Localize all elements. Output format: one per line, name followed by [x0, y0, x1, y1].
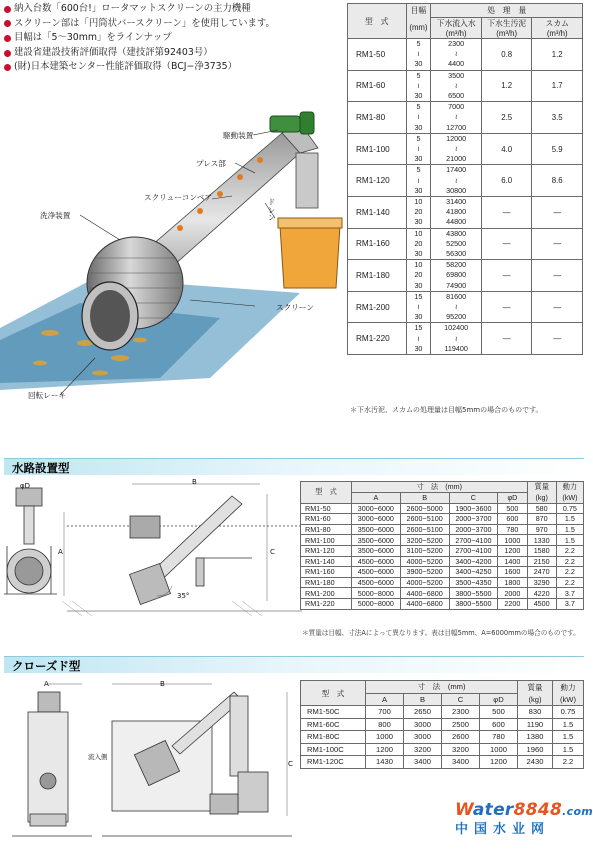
- dim-label-c: C: [270, 548, 275, 556]
- cell-model: RM1-80: [348, 102, 407, 134]
- cell-power: 1.5: [553, 731, 584, 744]
- capacity-row: [348, 102, 583, 134]
- table-row: [301, 556, 584, 567]
- cell-a: 1000: [366, 731, 404, 744]
- cell-model: RM1-50: [348, 39, 407, 71]
- cell-model: RM1-120: [348, 165, 407, 197]
- cell-c: 2700~4100: [449, 545, 498, 556]
- cell-weight: 1960: [518, 743, 553, 756]
- col-power: 動力: [556, 482, 583, 493]
- cell-b: 2600~5000: [400, 503, 449, 514]
- label-drive-unit: 駆動装置: [223, 131, 254, 140]
- cell-b: 3100~5200: [400, 545, 449, 556]
- table-row: [301, 514, 584, 525]
- feature-item: [4, 17, 344, 32]
- feature-item: [4, 31, 344, 46]
- cell-power: 0.75: [553, 706, 584, 719]
- capacity-table: [347, 3, 583, 355]
- cell-power: 3.7: [556, 588, 583, 599]
- cell-sewage: 81600 ≀ 95200: [431, 291, 482, 323]
- cell-raw-sludge: —: [481, 291, 532, 323]
- cell-weight: 830: [518, 706, 553, 719]
- cell-scum: 5.9: [532, 133, 583, 165]
- cell-scum: 1.7: [532, 70, 583, 102]
- cell-d: 1800: [498, 577, 527, 588]
- watermark-cn: 中国水业网: [455, 822, 551, 837]
- label-screw-conveyor: スクリューコンベア: [144, 193, 213, 202]
- capacity-row: [348, 197, 583, 229]
- cell-c: 2000~3700: [449, 514, 498, 525]
- cell-mesh: 10 20 30: [406, 260, 431, 292]
- col-model: 型 式: [301, 482, 352, 504]
- cell-b: 4000~5200: [400, 577, 449, 588]
- cell-mesh: 15 ≀ 30: [406, 323, 431, 355]
- section-title: クローズド型: [12, 659, 81, 673]
- bullet-dot-icon: [4, 20, 11, 27]
- cell-mesh: 5 ≀ 30: [406, 39, 431, 71]
- cell-scum: —: [532, 197, 583, 229]
- section-header-closed-type: [4, 656, 584, 673]
- channel-dimension-table: [300, 481, 584, 610]
- cell-weight: 2150: [527, 556, 556, 567]
- cell-weight: 1380: [518, 731, 553, 744]
- cell-b: 3400: [404, 756, 442, 769]
- cell-raw-sludge: 6.0: [481, 165, 532, 197]
- cell-power: 2.2: [556, 556, 583, 567]
- label-press: プレス部: [196, 159, 226, 168]
- cell-sewage: 31400 41800 44800: [431, 197, 482, 229]
- cell-raw-sludge: —: [481, 260, 532, 292]
- cell-sewage: 58200 69800 74900: [431, 260, 482, 292]
- cell-d: 1000: [480, 743, 518, 756]
- feature-item: [4, 46, 344, 61]
- cell-d: 500: [480, 706, 518, 719]
- table-row: [301, 577, 584, 588]
- cell-model: RM1-220: [301, 598, 352, 609]
- dim-label-angle: 35°: [177, 592, 190, 600]
- capacity-row: [348, 39, 583, 71]
- cell-model: RM1-100: [301, 535, 352, 546]
- cell-b: 3200~5200: [400, 535, 449, 546]
- table-row: [301, 535, 584, 546]
- cell-a: 800: [366, 718, 404, 731]
- cell-a: 1200: [366, 743, 404, 756]
- feature-list: [4, 2, 344, 75]
- cell-model: RM1-50: [301, 503, 352, 514]
- cell-raw-sludge: 1.2: [481, 70, 532, 102]
- cell-raw-sludge: 2.5: [481, 102, 532, 134]
- col-weight-unit: (kg): [527, 493, 556, 504]
- dim-label-b: B: [192, 478, 197, 486]
- cell-mesh: 10 20 30: [406, 197, 431, 229]
- label-inflow-side: 流入側: [88, 753, 108, 761]
- cell-model: RM1-60: [301, 514, 352, 525]
- cell-mesh: 5 ≀ 30: [406, 165, 431, 197]
- col-model: 型 式: [301, 681, 366, 706]
- cell-model: RM1-160: [301, 567, 352, 578]
- col-sewage: 下水流入水 (m³/h): [431, 18, 482, 39]
- cell-model: RM1-180: [348, 260, 407, 292]
- cell-b: 3000: [404, 718, 442, 731]
- col-model: 型 式: [348, 4, 407, 39]
- cell-c: 2500: [442, 718, 480, 731]
- rotamat-machine-illustration: [0, 78, 345, 408]
- bullet-dot-icon: [4, 50, 11, 57]
- cell-a: 3500~6000: [351, 535, 400, 546]
- watermark-brand: Water8848.com: [455, 800, 593, 820]
- col-power: 動力: [553, 681, 584, 694]
- cell-power: 1.5: [556, 514, 583, 525]
- cell-a: 1430: [366, 756, 404, 769]
- cell-raw-sludge: —: [481, 197, 532, 229]
- cell-weight: 2470: [527, 567, 556, 578]
- cell-scum: 8.6: [532, 165, 583, 197]
- cell-scum: 3.5: [532, 102, 583, 134]
- cell-power: 1.5: [556, 524, 583, 535]
- dim-label-c: C: [288, 760, 293, 768]
- cell-b: 4000~5200: [400, 556, 449, 567]
- cell-b: 3900~5200: [400, 567, 449, 578]
- cell-model: RM1-140: [301, 556, 352, 567]
- cell-a: 3000~6000: [351, 503, 400, 514]
- cell-b: 2600~5100: [400, 514, 449, 525]
- cell-c: 3500~4350: [449, 577, 498, 588]
- cell-model: RM1-100C: [301, 743, 366, 756]
- cell-power: 0.75: [556, 503, 583, 514]
- table-row: [301, 567, 584, 578]
- col-c: C: [442, 693, 480, 706]
- cell-b: 2600~5100: [400, 524, 449, 535]
- cell-model: RM1-80C: [301, 731, 366, 744]
- watermark-logo: [455, 800, 593, 837]
- cell-model: RM1-60: [348, 70, 407, 102]
- col-weight: 質量: [527, 482, 556, 493]
- cell-scum: —: [532, 323, 583, 355]
- bullet-dot-icon: [4, 6, 11, 13]
- channel-installation-drawing: [2, 476, 298, 626]
- table-row: [301, 706, 584, 719]
- col-weight: 質量: [518, 681, 553, 694]
- cell-model: RM1-140: [348, 197, 407, 229]
- cell-d: 780: [480, 731, 518, 744]
- cell-c: 3800~5500: [449, 588, 498, 599]
- feature-item: [4, 60, 344, 75]
- cell-c: 2300: [442, 706, 480, 719]
- cell-model: RM1-120C: [301, 756, 366, 769]
- cell-sewage: 43800 52500 56300: [431, 228, 482, 260]
- col-a: A: [351, 493, 400, 504]
- label-drain: ドレン: [267, 198, 276, 221]
- cell-d: 1200: [498, 545, 527, 556]
- cell-d: 500: [498, 503, 527, 514]
- dim-label-a: A: [44, 680, 49, 688]
- cell-raw-sludge: 4.0: [481, 133, 532, 165]
- cell-power: 1.5: [553, 743, 584, 756]
- cell-c: 3400~4250: [449, 567, 498, 578]
- cell-weight: 4220: [527, 588, 556, 599]
- feature-text: 目幅は「5〜30mm」をラインナップ: [14, 32, 172, 44]
- cell-power: 1.5: [556, 535, 583, 546]
- feature-text: スクリーン部は「円筒状バースクリーン」を使用しています。: [14, 17, 275, 29]
- channel-table-note: ＊質量は目幅、寸法Aによって異なります。表は目幅5mm、A=6000mmの場合のものです。: [302, 629, 580, 637]
- cell-d: 600: [498, 514, 527, 525]
- cell-scum: —: [532, 260, 583, 292]
- cell-b: 3000: [404, 731, 442, 744]
- cell-model: RM1-50C: [301, 706, 366, 719]
- cell-power: 2.2: [556, 545, 583, 556]
- col-dimensions: 寸 法 (mm): [351, 482, 527, 493]
- cell-model: RM1-60C: [301, 718, 366, 731]
- bullet-dot-icon: [4, 64, 11, 71]
- label-screen: スクリーン: [276, 303, 314, 312]
- col-weight-unit: (kg): [518, 693, 553, 706]
- col-capacity: 処 理 量: [431, 4, 583, 18]
- cell-c: 1900~3600: [449, 503, 498, 514]
- cell-a: 700: [366, 706, 404, 719]
- dim-label-a: A: [58, 548, 63, 556]
- col-d: φD: [498, 493, 527, 504]
- section-header-channel-type: [4, 458, 584, 475]
- cell-mesh: 10 20 30: [406, 228, 431, 260]
- cell-mesh: 5 ≀ 30: [406, 133, 431, 165]
- cell-c: 3200: [442, 743, 480, 756]
- closed-dimension-table: [300, 680, 584, 769]
- label-rotating-rake: 回転レーキ: [28, 391, 66, 400]
- cell-c: 3400: [442, 756, 480, 769]
- feature-item: [4, 2, 344, 17]
- cell-a: 4500~6000: [351, 567, 400, 578]
- bullet-dot-icon: [4, 35, 11, 42]
- feature-text: 建設省建設技術評価取得（建技評第92403号）: [14, 46, 213, 58]
- cell-a: 5000~8000: [351, 588, 400, 599]
- cell-sewage: 3500 ≀ 6500: [431, 70, 482, 102]
- col-power-unit: (kW): [553, 693, 584, 706]
- cell-c: 3400~4200: [449, 556, 498, 567]
- cell-mesh: 15 ≀ 30: [406, 291, 431, 323]
- col-d: φD: [480, 693, 518, 706]
- cell-scum: —: [532, 291, 583, 323]
- table-row: [301, 524, 584, 535]
- cell-weight: 2430: [518, 756, 553, 769]
- cell-power: 1.5: [553, 718, 584, 731]
- col-b: B: [400, 493, 449, 504]
- cell-b: 3200: [404, 743, 442, 756]
- cell-model: RM1-200: [348, 291, 407, 323]
- feature-text: 納入台数「600台!」ロータマットスクリーンの主力機種: [14, 3, 251, 14]
- col-c: C: [449, 493, 498, 504]
- cell-weight: 580: [527, 503, 556, 514]
- cell-a: 4500~6000: [351, 577, 400, 588]
- cell-power: 2.2: [553, 756, 584, 769]
- cell-a: 3000~6000: [351, 514, 400, 525]
- cell-sewage: 17400 ≀ 30800: [431, 165, 482, 197]
- capacity-row: [348, 70, 583, 102]
- cell-model: RM1-220: [348, 323, 407, 355]
- table-row: [301, 718, 584, 731]
- cell-sewage: 12000 ≀ 21000: [431, 133, 482, 165]
- col-scum: スカム (m³/h): [532, 18, 583, 39]
- col-mesh: 目幅: [406, 4, 431, 18]
- capacity-row: [348, 260, 583, 292]
- cell-c: 3800~5500: [449, 598, 498, 609]
- cell-weight: 1190: [518, 718, 553, 731]
- col-raw-sludge: 下水生汚泥 (m³/h): [481, 18, 532, 39]
- cell-weight: 1330: [527, 535, 556, 546]
- capacity-row: [348, 291, 583, 323]
- cell-weight: 1580: [527, 545, 556, 556]
- capacity-row: [348, 133, 583, 165]
- cell-d: 600: [480, 718, 518, 731]
- cell-d: 2000: [498, 588, 527, 599]
- cell-weight: 4500: [527, 598, 556, 609]
- cell-power: 3.7: [556, 598, 583, 609]
- cell-c: 2000~3700: [449, 524, 498, 535]
- col-dimensions: 寸 法 (mm): [366, 681, 518, 694]
- cell-a: 4500~6000: [351, 556, 400, 567]
- table-row: [301, 598, 584, 609]
- cell-raw-sludge: —: [481, 228, 532, 260]
- cell-b: 2650: [404, 706, 442, 719]
- cell-mesh: 5 ≀ 30: [406, 102, 431, 134]
- cell-d: 1600: [498, 567, 527, 578]
- capacity-row: [348, 323, 583, 355]
- cell-mesh: 5 ≀ 30: [406, 70, 431, 102]
- table-row: [301, 756, 584, 769]
- capacity-row: [348, 165, 583, 197]
- section-title: 水路設置型: [12, 461, 70, 475]
- cell-raw-sludge: 0.8: [481, 39, 532, 71]
- cell-d: 2200: [498, 598, 527, 609]
- table-row: [301, 588, 584, 599]
- table-row: [301, 743, 584, 756]
- cell-raw-sludge: —: [481, 323, 532, 355]
- cell-power: 2.2: [556, 567, 583, 578]
- cell-model: RM1-200: [301, 588, 352, 599]
- table-row: [301, 731, 584, 744]
- closed-type-drawing: [2, 676, 298, 846]
- cell-a: 3500~6000: [351, 545, 400, 556]
- cell-a: 3500~6000: [351, 524, 400, 535]
- capacity-note: ＊下水汚泥、スカムの処理量は目幅5mmの場合のものです。: [350, 406, 543, 414]
- cell-model: RM1-120: [301, 545, 352, 556]
- cell-b: 4400~6800: [400, 588, 449, 599]
- cell-sewage: 7000 ≀ 12700: [431, 102, 482, 134]
- cell-model: RM1-80: [301, 524, 352, 535]
- cell-model: RM1-180: [301, 577, 352, 588]
- dim-label-b: B: [160, 680, 165, 688]
- cell-sewage: 2300 ≀ 4400: [431, 39, 482, 71]
- cell-d: 1000: [498, 535, 527, 546]
- cell-model: RM1-160: [348, 228, 407, 260]
- capacity-row: [348, 228, 583, 260]
- cell-c: 2600: [442, 731, 480, 744]
- col-a: A: [366, 693, 404, 706]
- cell-scum: —: [532, 228, 583, 260]
- cell-weight: 3290: [527, 577, 556, 588]
- label-washing-device: 洗浄装置: [40, 211, 71, 220]
- col-b: B: [404, 693, 442, 706]
- table-row: [301, 545, 584, 556]
- cell-power: 2.2: [556, 577, 583, 588]
- cell-weight: 970: [527, 524, 556, 535]
- cell-scum: 1.2: [532, 39, 583, 71]
- cell-c: 2700~4100: [449, 535, 498, 546]
- col-power-unit: (kW): [556, 493, 583, 504]
- cell-model: RM1-100: [348, 133, 407, 165]
- cell-b: 4400~6800: [400, 598, 449, 609]
- dim-label-d: φD: [20, 482, 31, 490]
- feature-text: (財)日本建築センター性能評価取得（BCJ−浄3735）: [14, 61, 237, 73]
- cell-sewage: 102400 ≀ 119400: [431, 323, 482, 355]
- cell-d: 780: [498, 524, 527, 535]
- cell-d: 1400: [498, 556, 527, 567]
- col-mesh-unit: (mm): [406, 18, 431, 39]
- cell-a: 5000~8000: [351, 598, 400, 609]
- table-row: [301, 503, 584, 514]
- cell-weight: 870: [527, 514, 556, 525]
- cell-d: 1200: [480, 756, 518, 769]
